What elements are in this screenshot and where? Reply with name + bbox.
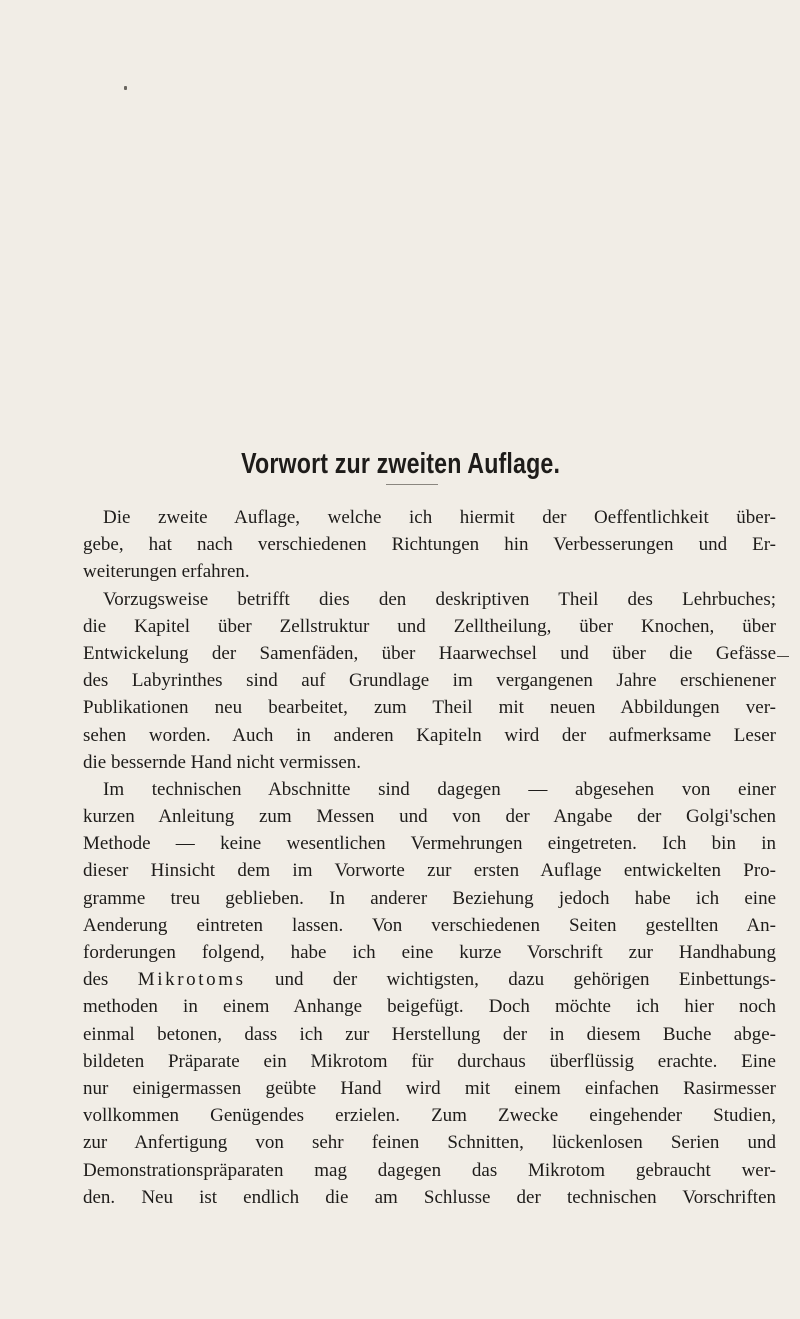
text-line: den. Neu ist endlich die am Schlusse der technischen Vorschriften	[83, 1186, 776, 1208]
text-line: des Labyrinthes sind auf Grundlage im vergangenen Jahre erschienener	[83, 670, 776, 692]
text-line: Im technischen Abschnitte sind dagegen — abgesehen von einer	[103, 778, 776, 800]
text-line: forderungen folgend, habe ich eine kurze Vorschrift zur Handhabung	[83, 942, 776, 963]
text-line: Aenderung eintreten lassen. Von verschiedenen Seiten gestellten An-	[83, 914, 776, 936]
text-line: Publikationen neu bearbeitet, zum Theil mit neuen Abbildungen ver-	[83, 697, 776, 719]
text-line: gramme treu geblieben. In anderer Beziehung jedoch habe ich eine	[83, 887, 776, 909]
text-line: zur Anfertigung von sehr feinen Schnitten, lückenlosen Serien und	[83, 1132, 776, 1154]
print-speck	[124, 86, 127, 90]
title-divider	[386, 484, 438, 485]
text-line: die Kapitel über Zellstruktur und Zelltheilung, über Knochen, über	[83, 615, 776, 637]
text-line: Methode — keine wesentlichen Vermehrungen eingetreten. Ich bin in	[83, 833, 776, 855]
text-line: kurzen Anleitung zum Messen und von der Angabe der Golgi'schen	[83, 806, 776, 828]
text-line: Die zweite Auflage, welche ich hiermit der Oeffentlichkeit über-	[103, 507, 776, 528]
text-line: bildeten Präparate ein Mikrotom für durchaus überflüssig erachte. Eine	[83, 1050, 776, 1072]
text-line: einmal betonen, dass ich zur Herstellung der in diesem Buche abge-	[83, 1023, 776, 1045]
page-title: Vorwort zur zweiten Auflage.	[241, 448, 561, 480]
text-line: die bessernde Hand nicht vermissen.	[83, 751, 362, 773]
text-line: vollkommen Genügendes erzielen. Zum Zwecke eingehender Studien,	[83, 1105, 776, 1127]
text-line	[83, 966, 776, 993]
text-line: nur einigermassen geübte Hand wird mit einem einfachen Rasirmesser	[83, 1077, 776, 1099]
text-line: weiterungen erfahren.	[83, 561, 250, 583]
preface-body	[0, 504, 800, 1211]
text-line: methoden in einem Anhange beigefügt. Doch möchte ich hier noch	[83, 996, 776, 1018]
text-line: Entwickelung der Samenfäden, über Haarwechsel und über die Gefässe	[83, 642, 776, 664]
text-line: gebe, hat nach verschiedenen Richtungen hin Verbesserungen und Er-	[83, 534, 776, 556]
text-segment: des	[83, 969, 138, 991]
text-line: Vorzugsweise betrifft dies den deskriptiven Theil des Lehrbuches;	[103, 588, 776, 610]
text-segment: und der wichtigsten, dazu gehörigen Einbettungs-	[245, 969, 777, 991]
emphasized-term: Mikrotoms	[137, 969, 246, 991]
text-line: Demonstrationspräparaten mag dagegen das Mikrotom gebraucht wer-	[83, 1159, 776, 1181]
text-line: sehen worden. Auch in anderen Kapiteln wird der aufmerksame Leser	[83, 724, 776, 746]
text-line: dieser Hinsicht dem im Vorworte zur ersten Auflage entwickelten Pro-	[83, 860, 776, 882]
